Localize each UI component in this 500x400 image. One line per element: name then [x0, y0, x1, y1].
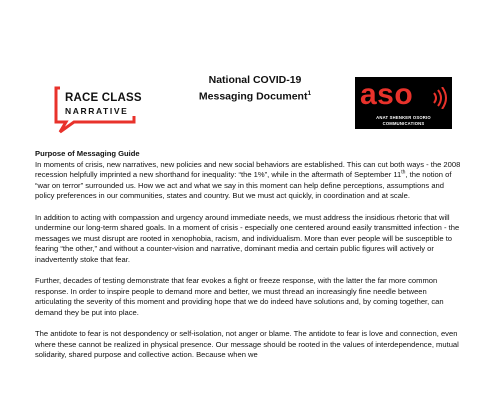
title-footnote-marker: 1 [307, 90, 312, 97]
paragraph-1-part2: , the notion of “war on terror” surrounded us. How we act and what we say in this moment can help define perceptions, assumptions and policy preferences in our communities, states and country. But we must act quickly, in coordination and at scale. [35, 170, 452, 201]
document-title [170, 73, 340, 104]
paragraph-4: The antidote to fear is not despondency or self-isolation, not anger or blame. The antidote to fear is love and connection, even where these cannot be realized in physical presence. Our message should be rooted in the values of interdependence, mutual solidarity, shared purpose and collective action. Because when we [35, 329, 459, 360]
aso-logo [355, 77, 452, 129]
logo-line1: RACE CLASS [65, 92, 142, 104]
section-heading: Purpose of Messaging Guide [35, 149, 140, 158]
paragraph-1 [35, 160, 465, 202]
logo-line2: NARRATIVE [65, 106, 129, 116]
paragraph-2: In addition to acting with compassion and urgency around immediate needs, we must address the insidious rhetoric that will undermine our long-term shared goals. In a moment of crisis - especially one centered around easily transmitted infection - the messages we must disrupt are rooted in xenophobia, racism, and individualism. More than ever people will be susceptible to fearing “the other,” and without a counter-vision and narrative, dominant media and certain public figures will actively or inadvertently stoke that fear. [35, 212, 460, 264]
race-class-narrative-logo [52, 82, 142, 134]
aso-wordmark: aso [360, 78, 414, 111]
paragraph-3: Further, decades of testing demonstrate that fear evokes a fight or freeze response, with the latter the far more common response. In order to inspire people to demand more and better, we must thread an increasingly fine needle between articulating the severity of this moment and providing hope that we do indeed have solutions and, by coming together, can demand they be put into place. [35, 276, 444, 317]
aso-subtitle-line1: ANAT SHENKER OSORIO [376, 115, 431, 120]
title-line1: National COVID-19 [208, 74, 302, 86]
title-line2: Messaging Document [198, 90, 308, 103]
broadcast-waves-icon [431, 87, 449, 109]
aso-subtitle-line2: COMMUNICATIONS [382, 121, 425, 126]
paragraph-1-superscript: th [401, 169, 406, 176]
document-body [35, 149, 465, 371]
paragraph-1-part1: In moments of crisis, new narratives, new policies and new social behaviors are established. This can cut both ways - the 2008 recession helpfully imprinted a new shorthand for inequality: “the 1%”, while in the aftermath of September 11 [35, 159, 461, 180]
title-line2-wrap [170, 87, 340, 104]
